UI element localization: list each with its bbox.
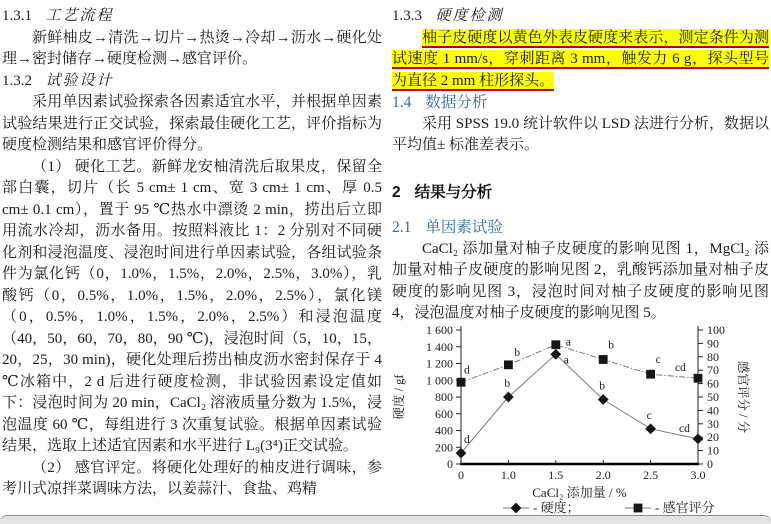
section-heading-2 bbox=[392, 182, 769, 204]
chart-canvas bbox=[385, 321, 771, 524]
svg-text:CaCl₂ 添加量 / %: CaCl₂ 添加量 / % bbox=[532, 485, 627, 500]
svg-text:30: 30 bbox=[707, 416, 719, 431]
section-heading-1-3-1 bbox=[2, 6, 382, 28]
svg-text:b: b bbox=[599, 380, 605, 393]
paragraph-process-flow: 新鲜柚皮→清洗→切片→热烫→冷却→沥水→硬化处理→密封储存→硬度检测→感官评价。 bbox=[2, 29, 382, 67]
svg-text:2.0: 2.0 bbox=[595, 468, 611, 482]
section-number: 1.3.3 bbox=[392, 8, 422, 24]
svg-text:感官评分 / 分: 感官评分 / 分 bbox=[736, 360, 750, 434]
svg-text:100: 100 bbox=[707, 323, 725, 337]
section-title: 单因素试验 bbox=[425, 219, 503, 236]
section-number: 2.1 bbox=[392, 219, 412, 236]
svg-text:1 400: 1 400 bbox=[426, 339, 453, 354]
section-number: 1.4 bbox=[392, 94, 412, 111]
left-column bbox=[2, 6, 382, 501]
section-title: 试验设计 bbox=[45, 72, 114, 89]
section-heading-2-1 bbox=[392, 217, 769, 239]
section-title: 硬度检测 bbox=[435, 8, 504, 24]
svg-text:0: 0 bbox=[707, 457, 713, 471]
paragraph-experiment-design: 采用单因素试验探索各因素适宜水平，并根据单因素试验结果进行正交试验，探索最佳硬化工艺，评价指标为硬度检测结果和感官评价得分。 bbox=[2, 94, 382, 153]
section-heading-1-3-2 bbox=[2, 71, 382, 93]
svg-text:40: 40 bbox=[707, 403, 719, 418]
paragraph-data-analysis: 采用 SPSS 19.0 统计软件以 LSD 法进行分析，数据以平均值± 标准差表示。 bbox=[392, 115, 769, 153]
svg-text:1 600: 1 600 bbox=[426, 323, 453, 337]
section-title: 工艺流程 bbox=[45, 8, 114, 24]
section-heading-1-4 bbox=[392, 92, 769, 114]
svg-text:1 200: 1 200 bbox=[426, 356, 453, 371]
svg-text:b: b bbox=[504, 378, 511, 390]
svg-text:b: b bbox=[608, 339, 614, 352]
svg-text:3.0: 3.0 bbox=[690, 468, 706, 482]
svg-text:- 感官评分: - 感官评分 bbox=[655, 500, 715, 515]
highlighted-annotation-text: 柚子皮硬度以黄色外表皮硬度来表示，测定条件为测试速度 1 mm/s，穿刺距离 3 mm，触发力 6 g，探头型号为直径 2 mm 柱形探头。 bbox=[392, 29, 769, 89]
svg-text:70: 70 bbox=[707, 363, 719, 378]
svg-text:c: c bbox=[646, 409, 652, 422]
paragraph-results-overview: CaCl₂ 添加量对柚子皮硬度的影响见图 1，MgCl₂ 添加量对柚子皮硬度的影响见图 2，乳酸钙添加量对柚子皮硬度的影响见图 3，浸泡时间对柚子皮硬度的影响见图 4，浸泡温度对柚子皮硬度的影响见图 5。 bbox=[392, 240, 769, 321]
svg-text:2.5: 2.5 bbox=[643, 468, 659, 482]
svg-text:400: 400 bbox=[435, 423, 453, 438]
svg-text:1.0: 1.0 bbox=[500, 468, 516, 482]
section-number: 2 bbox=[392, 183, 401, 201]
svg-text:d: d bbox=[464, 434, 470, 447]
section-number: 1.3.2 bbox=[2, 72, 32, 89]
svg-text:cd: cd bbox=[675, 362, 686, 375]
paragraph-sensory-evaluation: （2） 感官评定。将硬化处理好的柚皮进行调味，参考川式凉拌菜调味方法，以姜蒜汁、食盐、鸡精 bbox=[2, 459, 382, 497]
paragraph-hardness-test bbox=[392, 28, 769, 93]
svg-text:1.5: 1.5 bbox=[548, 468, 564, 482]
svg-text:600: 600 bbox=[435, 406, 453, 421]
svg-text:80: 80 bbox=[707, 349, 719, 364]
svg-text:a: a bbox=[563, 354, 569, 367]
svg-text:c: c bbox=[655, 354, 661, 367]
paragraph-hardening-process: （1） 硬化工艺。新鲜龙安柚清洗后取果皮，保留全部白囊，切片（长 5 cm± 1 cm、宽 3 cm± 1 cm、厚 0.5 cm± 0.1 cm），置于 95 ℃热水中漂烫 2 min，捞出后立即用流水冷却，沥水备用。按照料液比 1：2 分别对不同硬化剂和浸泡温度、浸泡时间进行单因素试验，各组试验条件为氯化钙（0，1.0%，1.5%，2.0%，2.5%，3.0%），乳酸钙（0，0.5%，1.0%，1.5%，2.0%，2.5%），氯化镁（0，0.5%，1.0%，1.5%，2.0%，2.5%）和浸泡温度（40，50，60，70，80，90 ℃)，浸泡时间（5，10，15，20，25，30 min)，硬化处理后捞出柚皮沥水密封保存于 4 ℃冰箱中，2 d 后进行硬度检测，非试验因素设定值如下：浸泡时间为 20 min，CaCl₂ 溶液质量分数为 1.5%，浸泡温度 60 ℃，每组进行 3 次重复试验。根据单因素试验结果，选取上述适宜因素和水平进行 L₉(3⁴)正交试验。 bbox=[2, 158, 382, 454]
svg-text:cd: cd bbox=[679, 422, 690, 435]
svg-text:60: 60 bbox=[707, 376, 719, 391]
svg-text:200: 200 bbox=[435, 440, 453, 455]
window-bottom-panel-edge bbox=[0, 515, 771, 524]
svg-text:1 000: 1 000 bbox=[426, 373, 453, 388]
svg-text:0: 0 bbox=[458, 468, 464, 482]
svg-text:d: d bbox=[464, 364, 470, 377]
right-column bbox=[392, 6, 769, 325]
svg-text:a: a bbox=[565, 336, 571, 349]
svg-text:硬度 / gf: 硬度 / gf bbox=[392, 374, 406, 420]
section-title: 结果与分析 bbox=[414, 183, 493, 201]
svg-text:0: 0 bbox=[447, 457, 453, 471]
section-title: 数据分析 bbox=[425, 94, 488, 111]
svg-text:800: 800 bbox=[435, 390, 453, 404]
section-number: 1.3.1 bbox=[2, 8, 32, 24]
section-heading-1-3-3 bbox=[392, 6, 769, 28]
svg-text:10: 10 bbox=[707, 443, 719, 458]
figure1-line-chart bbox=[385, 321, 771, 524]
svg-text:- 硬度；: - 硬度； bbox=[533, 500, 580, 515]
svg-text:20: 20 bbox=[707, 430, 719, 445]
svg-text:b: b bbox=[514, 346, 521, 359]
svg-text:90: 90 bbox=[707, 336, 719, 351]
svg-text:50: 50 bbox=[707, 390, 719, 404]
